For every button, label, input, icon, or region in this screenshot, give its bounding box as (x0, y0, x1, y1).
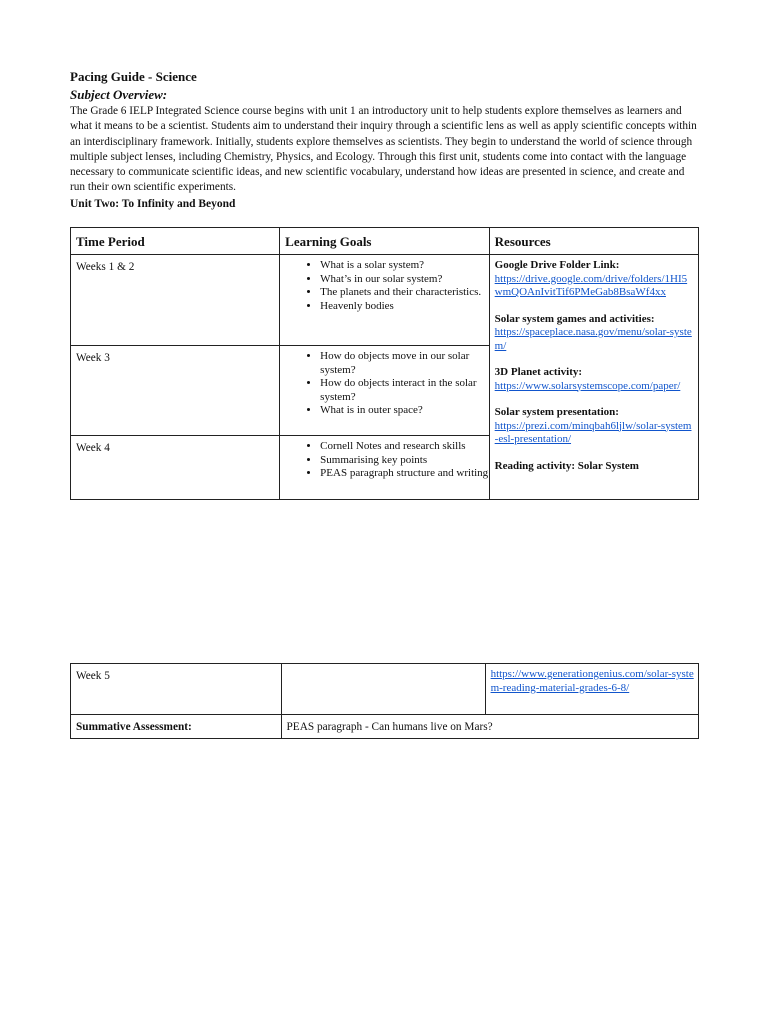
table-header-row (71, 228, 699, 255)
resource-google-drive (495, 259, 694, 300)
header-time-period: Time Period (71, 228, 280, 255)
resources-cell (485, 664, 698, 715)
list-item: • Heavenly bodies (320, 300, 488, 314)
pacing-table (70, 227, 699, 500)
learning-goals-cell (280, 346, 489, 436)
prezi-link[interactable]: https://prezi.com/minqbah6ljlw/solar-system-esl-presentation/ (494, 419, 692, 445)
list-item: • Cornell Notes and research skills (320, 440, 488, 454)
resource-label: Solar system presentation: (494, 406, 619, 418)
summative-assessment-value: PEAS paragraph - Can humans live on Mars? (281, 715, 698, 739)
resource-3d-planet (495, 366, 694, 393)
resource-presentation (495, 406, 694, 447)
resource-label: Solar system games and activities: (494, 312, 655, 325)
table-row (71, 255, 699, 346)
learning-goals-cell (280, 255, 489, 346)
pacing-table-continued (70, 663, 699, 739)
subject-overview-heading: Subject Overview: (70, 87, 168, 102)
time-period-cell: Week 4 (71, 436, 280, 500)
time-period-cell: Week 3 (71, 346, 280, 436)
learning-goals-cell (281, 664, 485, 715)
subject-overview-text: The Grade 6 IELP Integrated Science course begins with unit 1 an introductory unit to help students explore themselves as learners and what it means to be a scientist. Students aim to understand their inquiry through a scientific lens as well as apply scientific concepts within an interdisciplinary framework. Initially, students explore themselves as scientists. They begin to understand the world of science through multiple subject lenses, including Chemistry, Physics, and Ecology. Through this first unit, students come into contact with the language necessary to communicate scientific ideas, and new scientific vocabulary, understand how ideas are presented in science, and create and run their own scientific experiments. (70, 105, 697, 194)
summative-assessment-label: Summative Assessment: (71, 715, 282, 739)
google-drive-link[interactable]: https://drive.google.com/drive/folders/1HI5wmQOAnIvitTif6PMeGab8BsaWf4xx (494, 272, 688, 298)
list-item: • What is in outer space? (320, 404, 488, 418)
solarsystemscope-link[interactable]: https://www.solarsystemscope.com/paper/ (494, 379, 681, 392)
goals-list (280, 350, 488, 418)
list-item: • Summarising key points (320, 454, 488, 468)
spaceplace-link[interactable]: https://spaceplace.nasa.gov/menu/solar-system/ (494, 326, 692, 352)
goals-list (280, 440, 488, 481)
generationgenius-link[interactable]: https://www.generationgenius.com/solar-system-reading-material-grades-6-8/ (490, 668, 694, 694)
list-item: • The planets and their characteristics. (320, 286, 488, 300)
reading-activity-label: Reading activity: Solar System (494, 459, 639, 472)
goals-list (280, 259, 488, 313)
learning-goals-cell (280, 436, 489, 500)
list-item: • What’s in our solar system? (320, 273, 488, 287)
time-period-cell: Week 5 (71, 664, 282, 715)
list-item: • How do objects move in our solar system? (320, 350, 488, 377)
resource-games (495, 313, 694, 354)
table-row (71, 715, 699, 739)
header-learning-goals: Learning Goals (280, 228, 489, 255)
resource-label: Google Drive Folder Link: (494, 259, 620, 271)
list-item: • How do objects interact in the solar system? (320, 377, 488, 404)
list-item: • PEAS paragraph structure and writing (320, 467, 488, 481)
unit-heading: Unit Two: To Infinity and Beyond (70, 198, 236, 210)
table-row (71, 664, 699, 715)
resources-cell (489, 255, 698, 500)
time-period-cell: Weeks 1 & 2 (71, 255, 280, 346)
page-title: Pacing Guide - Science (70, 69, 197, 84)
list-item: • What is a solar system? (320, 259, 488, 273)
header-resources: Resources (489, 228, 698, 255)
resource-label: 3D Planet activity: (494, 366, 583, 378)
